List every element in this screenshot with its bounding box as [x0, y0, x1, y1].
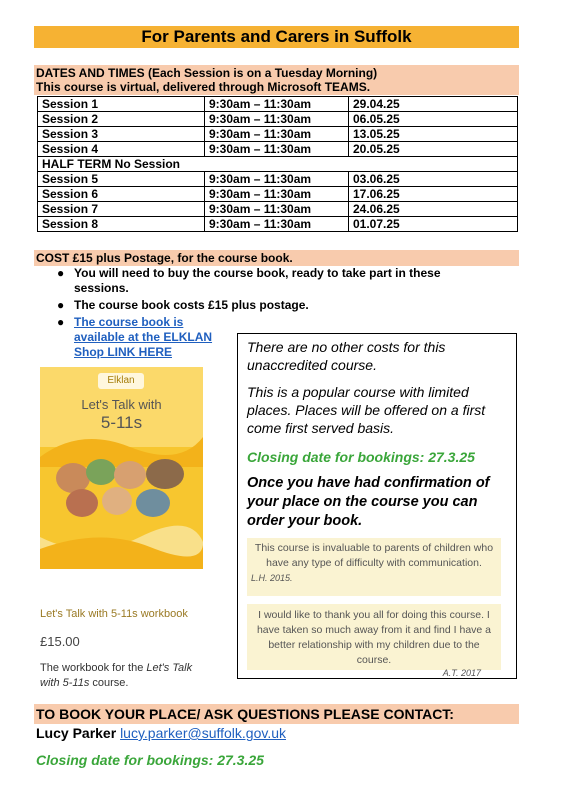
bullet-icon: ● [57, 315, 65, 329]
cell-time: 9:30am – 11:30am [205, 187, 349, 202]
info-popular: This is a popular course with limited places. Places will be offered on a first come first served basis. [247, 384, 486, 436]
cell-time: 9:30am – 11:30am [205, 202, 349, 217]
book-cover-title: Let's Talk with 5-11s [81, 397, 162, 432]
table-row [38, 187, 518, 202]
table-row [38, 97, 518, 112]
list-item: ● The course book costs £15 plus postage. [57, 298, 309, 312]
table-row [38, 112, 518, 127]
cell-time: 9:30am – 11:30am [205, 97, 349, 112]
cell-date: 20.05.25 [349, 142, 518, 157]
wave-decoration-bottom [40, 517, 203, 569]
elklan-shop-link[interactable]: The course book is available at the ELKLAN Shop LINK HERE [74, 315, 213, 359]
cell-date: 13.05.25 [349, 127, 518, 142]
bullet-icon: ● [57, 266, 65, 280]
cell-time: 9:30am – 11:30am [205, 112, 349, 127]
half-term-cell: HALF TERM No Session [38, 157, 518, 172]
cell-date: 24.06.25 [349, 202, 518, 217]
info-confirmation: Once you have had confirmation of your place on the course you can order your book. [247, 475, 490, 529]
product-price: £15.00 [40, 634, 80, 649]
cell-time: 9:30am – 11:30am [205, 172, 349, 187]
elklan-logo: Elklan [98, 373, 144, 389]
page-title: For Parents and Carers in Suffolk [34, 26, 519, 48]
contact-line [36, 724, 286, 742]
table-row [38, 157, 518, 172]
testimonial-2: I would like to thank you all for doing this course. I have taken so much away from it and find I have a better relationship with my children due to the course. A.T. 2017 [247, 604, 501, 670]
cell-session: Session 1 [38, 97, 205, 112]
cell-session: Session 5 [38, 172, 205, 187]
table-row [38, 142, 518, 157]
cell-date: 03.06.25 [349, 172, 518, 187]
table-row [38, 127, 518, 142]
contact-heading: TO BOOK YOUR PLACE/ ASK QUESTIONS PLEASE CONTACT: [34, 704, 519, 724]
cell-date: 17.06.25 [349, 187, 518, 202]
cell-session: Session 7 [38, 202, 205, 217]
info-box [237, 333, 517, 679]
cost-heading: COST £15 plus Postage, for the course book. [34, 250, 519, 266]
contact-email-link[interactable]: lucy.parker@suffolk.gov.uk [120, 725, 287, 741]
table-row [38, 217, 518, 232]
cell-time: 9:30am – 11:30am [205, 142, 349, 157]
cell-session: Session 6 [38, 187, 205, 202]
table-row [38, 202, 518, 217]
testimonial-1: This course is invaluable to parents of children who have any type of difficulty with communication. L.H. 2015. [247, 538, 501, 596]
info-no-costs: There are no other costs for this unaccredited course. [247, 339, 446, 373]
dates-heading-line2: This course is virtual, delivered through Microsoft TEAMS. [36, 80, 371, 94]
closing-date: Closing date for bookings: 27.3.25 [247, 449, 475, 465]
product-name: Let's Talk with 5-11s workbook [40, 608, 188, 620]
cell-session: Session 3 [38, 127, 205, 142]
cell-session: Session 4 [38, 142, 205, 157]
dates-heading [34, 65, 519, 95]
closing-date-footer: Closing date for bookings: 27.3.25 [36, 752, 264, 768]
bullet-icon: ● [57, 298, 65, 312]
book-cover-image [40, 367, 203, 569]
cell-time: 9:30am – 11:30am [205, 217, 349, 232]
family-photos [56, 459, 186, 517]
list-item [55, 315, 224, 360]
table-row [38, 172, 518, 187]
list-item: ● You will need to buy the course book, ready to take part in these sessions. [57, 266, 441, 295]
cell-date: 29.04.25 [349, 97, 518, 112]
product-description: The workbook for the Let's Talk with 5-11s course. [40, 662, 193, 689]
contact-name: Lucy Parker [36, 725, 117, 741]
dates-heading-line1: DATES AND TIMES (Each Session is on a Tuesday Morning) [36, 66, 378, 80]
schedule-table [37, 96, 518, 232]
cell-session: Session 8 [38, 217, 205, 232]
cell-date: 01.07.25 [349, 217, 518, 232]
cell-time: 9:30am – 11:30am [205, 127, 349, 142]
cell-date: 06.05.25 [349, 112, 518, 127]
cell-session: Session 2 [38, 112, 205, 127]
